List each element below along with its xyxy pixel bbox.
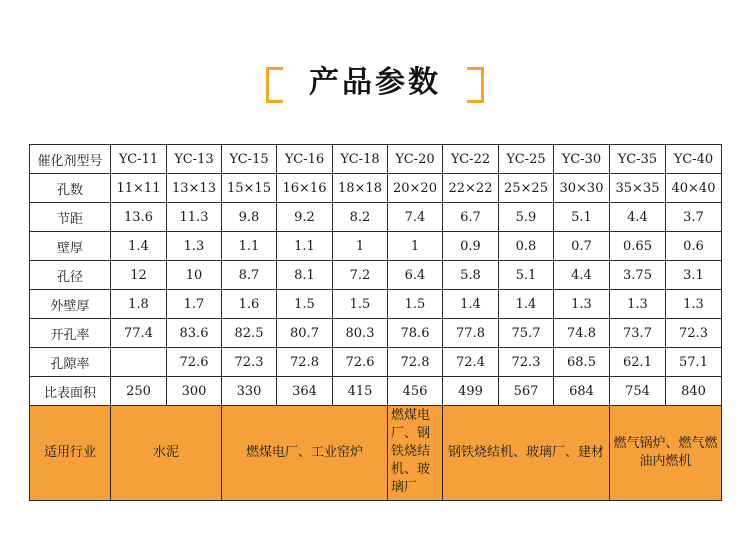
industry-row [30, 406, 722, 501]
value-cell: 7.4 [388, 203, 443, 232]
title-bracket-left [266, 67, 283, 103]
value-cell: 754 [610, 377, 666, 406]
value-cell: 1.5 [388, 290, 443, 319]
value-cell: 3.75 [610, 261, 666, 290]
value-cell: 72.3 [222, 348, 277, 377]
value-cell: 13×13 [167, 174, 222, 203]
value-cell: 25×25 [499, 174, 554, 203]
value-cell: 1.1 [277, 232, 333, 261]
value-cell: 7.2 [333, 261, 388, 290]
industry-cell: 钢铁烧结机、玻璃厂、建材 [443, 406, 610, 501]
value-cell: 11.3 [167, 203, 222, 232]
table-row [30, 232, 722, 261]
model-cell: YC-16 [277, 145, 333, 174]
value-cell: 5.8 [443, 261, 499, 290]
value-cell: 0.6 [666, 232, 722, 261]
model-cell: YC-20 [388, 145, 443, 174]
value-cell: 9.8 [222, 203, 277, 232]
row-label-cell: 壁厚 [30, 232, 111, 261]
value-cell: 1.3 [666, 290, 722, 319]
value-cell: 0.8 [499, 232, 554, 261]
value-cell: 72.4 [443, 348, 499, 377]
value-cell: 74.8 [554, 319, 610, 348]
value-cell: 72.3 [499, 348, 554, 377]
value-cell: 3.7 [666, 203, 722, 232]
value-cell: 1.4 [443, 290, 499, 319]
model-cell: YC-18 [333, 145, 388, 174]
value-cell: 1.5 [277, 290, 333, 319]
value-cell: 1.1 [222, 232, 277, 261]
value-cell: 6.7 [443, 203, 499, 232]
row-label-cell: 孔径 [30, 261, 111, 290]
value-cell: 20×20 [388, 174, 443, 203]
industry-cell: 燃煤电厂、钢铁烧结机、玻璃厂 [388, 406, 443, 501]
page-title: 产品参数 [295, 57, 455, 101]
model-cell: YC-35 [610, 145, 666, 174]
value-cell: 1.5 [333, 290, 388, 319]
row-label-cell: 比表面积 [30, 377, 111, 406]
value-cell: 72.8 [388, 348, 443, 377]
value-cell: 1.3 [167, 232, 222, 261]
value-cell: 567 [499, 377, 554, 406]
value-cell: 499 [443, 377, 499, 406]
value-cell: 35×35 [610, 174, 666, 203]
value-cell: 684 [554, 377, 610, 406]
table-row [30, 290, 722, 319]
value-cell: 0.9 [443, 232, 499, 261]
value-cell: 15×15 [222, 174, 277, 203]
value-cell: 57.1 [666, 348, 722, 377]
value-cell: 300 [167, 377, 222, 406]
model-cell: YC-22 [443, 145, 499, 174]
value-cell: 73.7 [610, 319, 666, 348]
row-label-cell: 节距 [30, 203, 111, 232]
value-cell: 364 [277, 377, 333, 406]
row-label-cell: 外壁厚 [30, 290, 111, 319]
value-cell: 10 [167, 261, 222, 290]
value-cell: 8.2 [333, 203, 388, 232]
value-cell: 1.3 [554, 290, 610, 319]
value-cell: 1.7 [167, 290, 222, 319]
industry-cell: 水泥 [111, 406, 222, 501]
value-cell: 5.1 [499, 261, 554, 290]
model-cell: YC-11 [111, 145, 167, 174]
value-cell: 456 [388, 377, 443, 406]
industry-cell: 燃气锅炉、燃气燃油内燃机 [610, 406, 722, 501]
value-cell: 0.7 [554, 232, 610, 261]
model-header-row [30, 145, 722, 174]
value-cell: 72.6 [333, 348, 388, 377]
value-cell: 330 [222, 377, 277, 406]
value-cell: 77.8 [443, 319, 499, 348]
value-cell: 72.6 [167, 348, 222, 377]
row-label-cell: 孔隙率 [30, 348, 111, 377]
value-cell: 840 [666, 377, 722, 406]
value-cell: 415 [333, 377, 388, 406]
value-cell: 1.4 [499, 290, 554, 319]
value-cell [111, 348, 167, 377]
value-cell: 18×18 [333, 174, 388, 203]
value-cell: 11×11 [111, 174, 167, 203]
model-label-cell: 催化剂型号 [30, 145, 111, 174]
model-cell: YC-25 [499, 145, 554, 174]
value-cell: 1 [333, 232, 388, 261]
value-cell: 13.6 [111, 203, 167, 232]
value-cell: 250 [111, 377, 167, 406]
value-cell: 68.5 [554, 348, 610, 377]
spec-table [29, 144, 722, 501]
row-label-cell: 孔数 [30, 174, 111, 203]
value-cell: 78.6 [388, 319, 443, 348]
table-row [30, 174, 722, 203]
value-cell: 12 [111, 261, 167, 290]
model-cell: YC-40 [666, 145, 722, 174]
value-cell: 8.1 [277, 261, 333, 290]
model-cell: YC-13 [167, 145, 222, 174]
value-cell: 77.4 [111, 319, 167, 348]
value-cell: 0.65 [610, 232, 666, 261]
value-cell: 82.5 [222, 319, 277, 348]
title-bracket-right [467, 67, 484, 103]
value-cell: 1.3 [610, 290, 666, 319]
table-row [30, 319, 722, 348]
value-cell: 4.4 [610, 203, 666, 232]
value-cell: 1 [388, 232, 443, 261]
value-cell: 3.1 [666, 261, 722, 290]
table-row [30, 348, 722, 377]
industry-cell: 燃煤电厂、工业窑炉 [222, 406, 388, 501]
value-cell: 6.4 [388, 261, 443, 290]
table-row [30, 203, 722, 232]
value-cell: 5.9 [499, 203, 554, 232]
row-label-cell: 开孔率 [30, 319, 111, 348]
value-cell: 4.4 [554, 261, 610, 290]
model-cell: YC-15 [222, 145, 277, 174]
value-cell: 1.4 [111, 232, 167, 261]
value-cell: 62.1 [610, 348, 666, 377]
value-cell: 80.3 [333, 319, 388, 348]
table-row [30, 261, 722, 290]
model-cell: YC-30 [554, 145, 610, 174]
value-cell: 72.3 [666, 319, 722, 348]
section-title [266, 53, 484, 103]
value-cell: 75.7 [499, 319, 554, 348]
value-cell: 30×30 [554, 174, 610, 203]
value-cell: 22×22 [443, 174, 499, 203]
value-cell: 83.6 [167, 319, 222, 348]
table-row [30, 377, 722, 406]
value-cell: 16×16 [277, 174, 333, 203]
value-cell: 1.6 [222, 290, 277, 319]
industry-label-cell: 适用行业 [30, 406, 111, 501]
value-cell: 9.2 [277, 203, 333, 232]
value-cell: 8.7 [222, 261, 277, 290]
value-cell: 40×40 [666, 174, 722, 203]
value-cell: 1.8 [111, 290, 167, 319]
value-cell: 72.8 [277, 348, 333, 377]
value-cell: 80.7 [277, 319, 333, 348]
value-cell: 5.1 [554, 203, 610, 232]
